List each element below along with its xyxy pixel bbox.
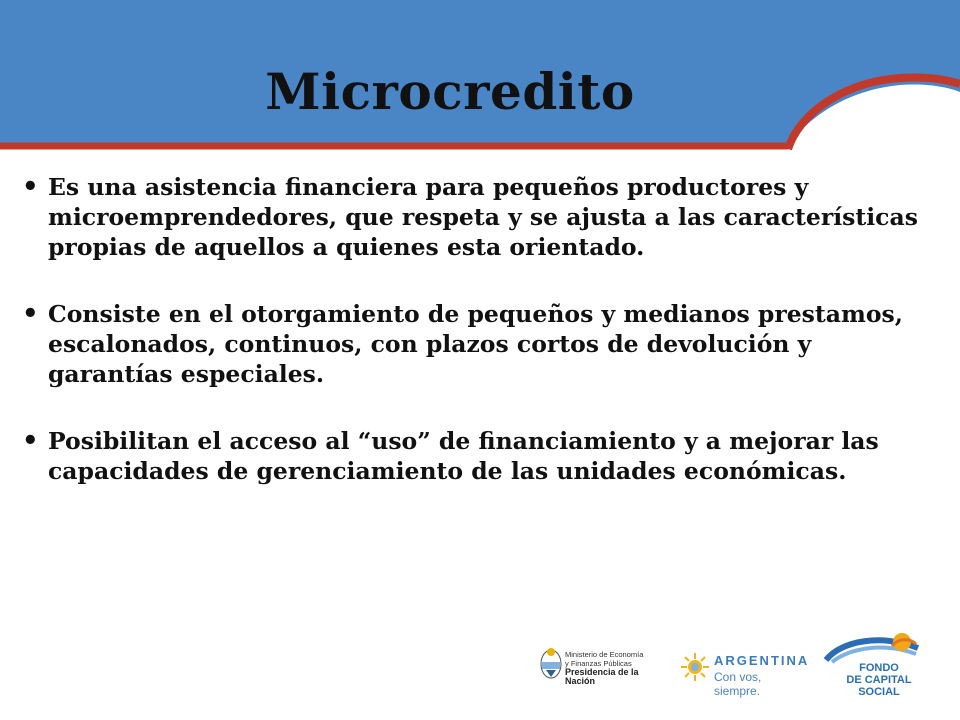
argentina-seal-icon [540,646,562,680]
bullet-marker: • [22,426,39,456]
bullet-marker: • [22,172,39,202]
ministerio-line1: Ministerio de Economía [565,650,644,659]
fondo-line2: DE CAPITAL SOCIAL [846,674,912,698]
ministerio-line3: Presidencia de la Nación [565,667,639,686]
bullet-text: Consiste en el otorgamiento de pequeños y medianos prestamos, escalonados, continuos, con plazos cortos de devolución y garantías especiales. [48,300,903,388]
fondo-text [826,662,932,698]
fondo-swoosh-icon [822,630,922,664]
bullet-text: Posibilitan el acceso al “uso” de financiamiento y a mejorar las capacidades de gerenciamiento de las unidades económicas. [48,427,879,485]
ministerio-line2: y Finanzas Públicas [565,659,632,668]
header-band [0,0,960,160]
bullet-list [22,172,922,523]
bullet-text: Es una asistencia financiera para pequeños productores y microemprendedores, que respeta y se ajusta a las características propias de aquellos a quienes esta orientado. [48,173,918,261]
ministerio-text [565,650,670,686]
argentina-logo [680,648,810,698]
bullet-marker: • [22,299,39,329]
ministerio-logo [540,642,670,690]
slide-title: Microcredito [265,62,635,121]
bullet-item [22,172,922,262]
bullet-item [22,299,922,389]
footer-logos [540,630,940,698]
argentina-wordmark: ARGENTINA [714,653,810,668]
fondo-capital-social-logo [822,630,932,698]
bullet-item [22,426,922,486]
argentina-slogan: Con vos, siempre. [714,670,762,698]
sun-icon [680,652,710,682]
fondo-line1: FONDO [859,662,899,674]
